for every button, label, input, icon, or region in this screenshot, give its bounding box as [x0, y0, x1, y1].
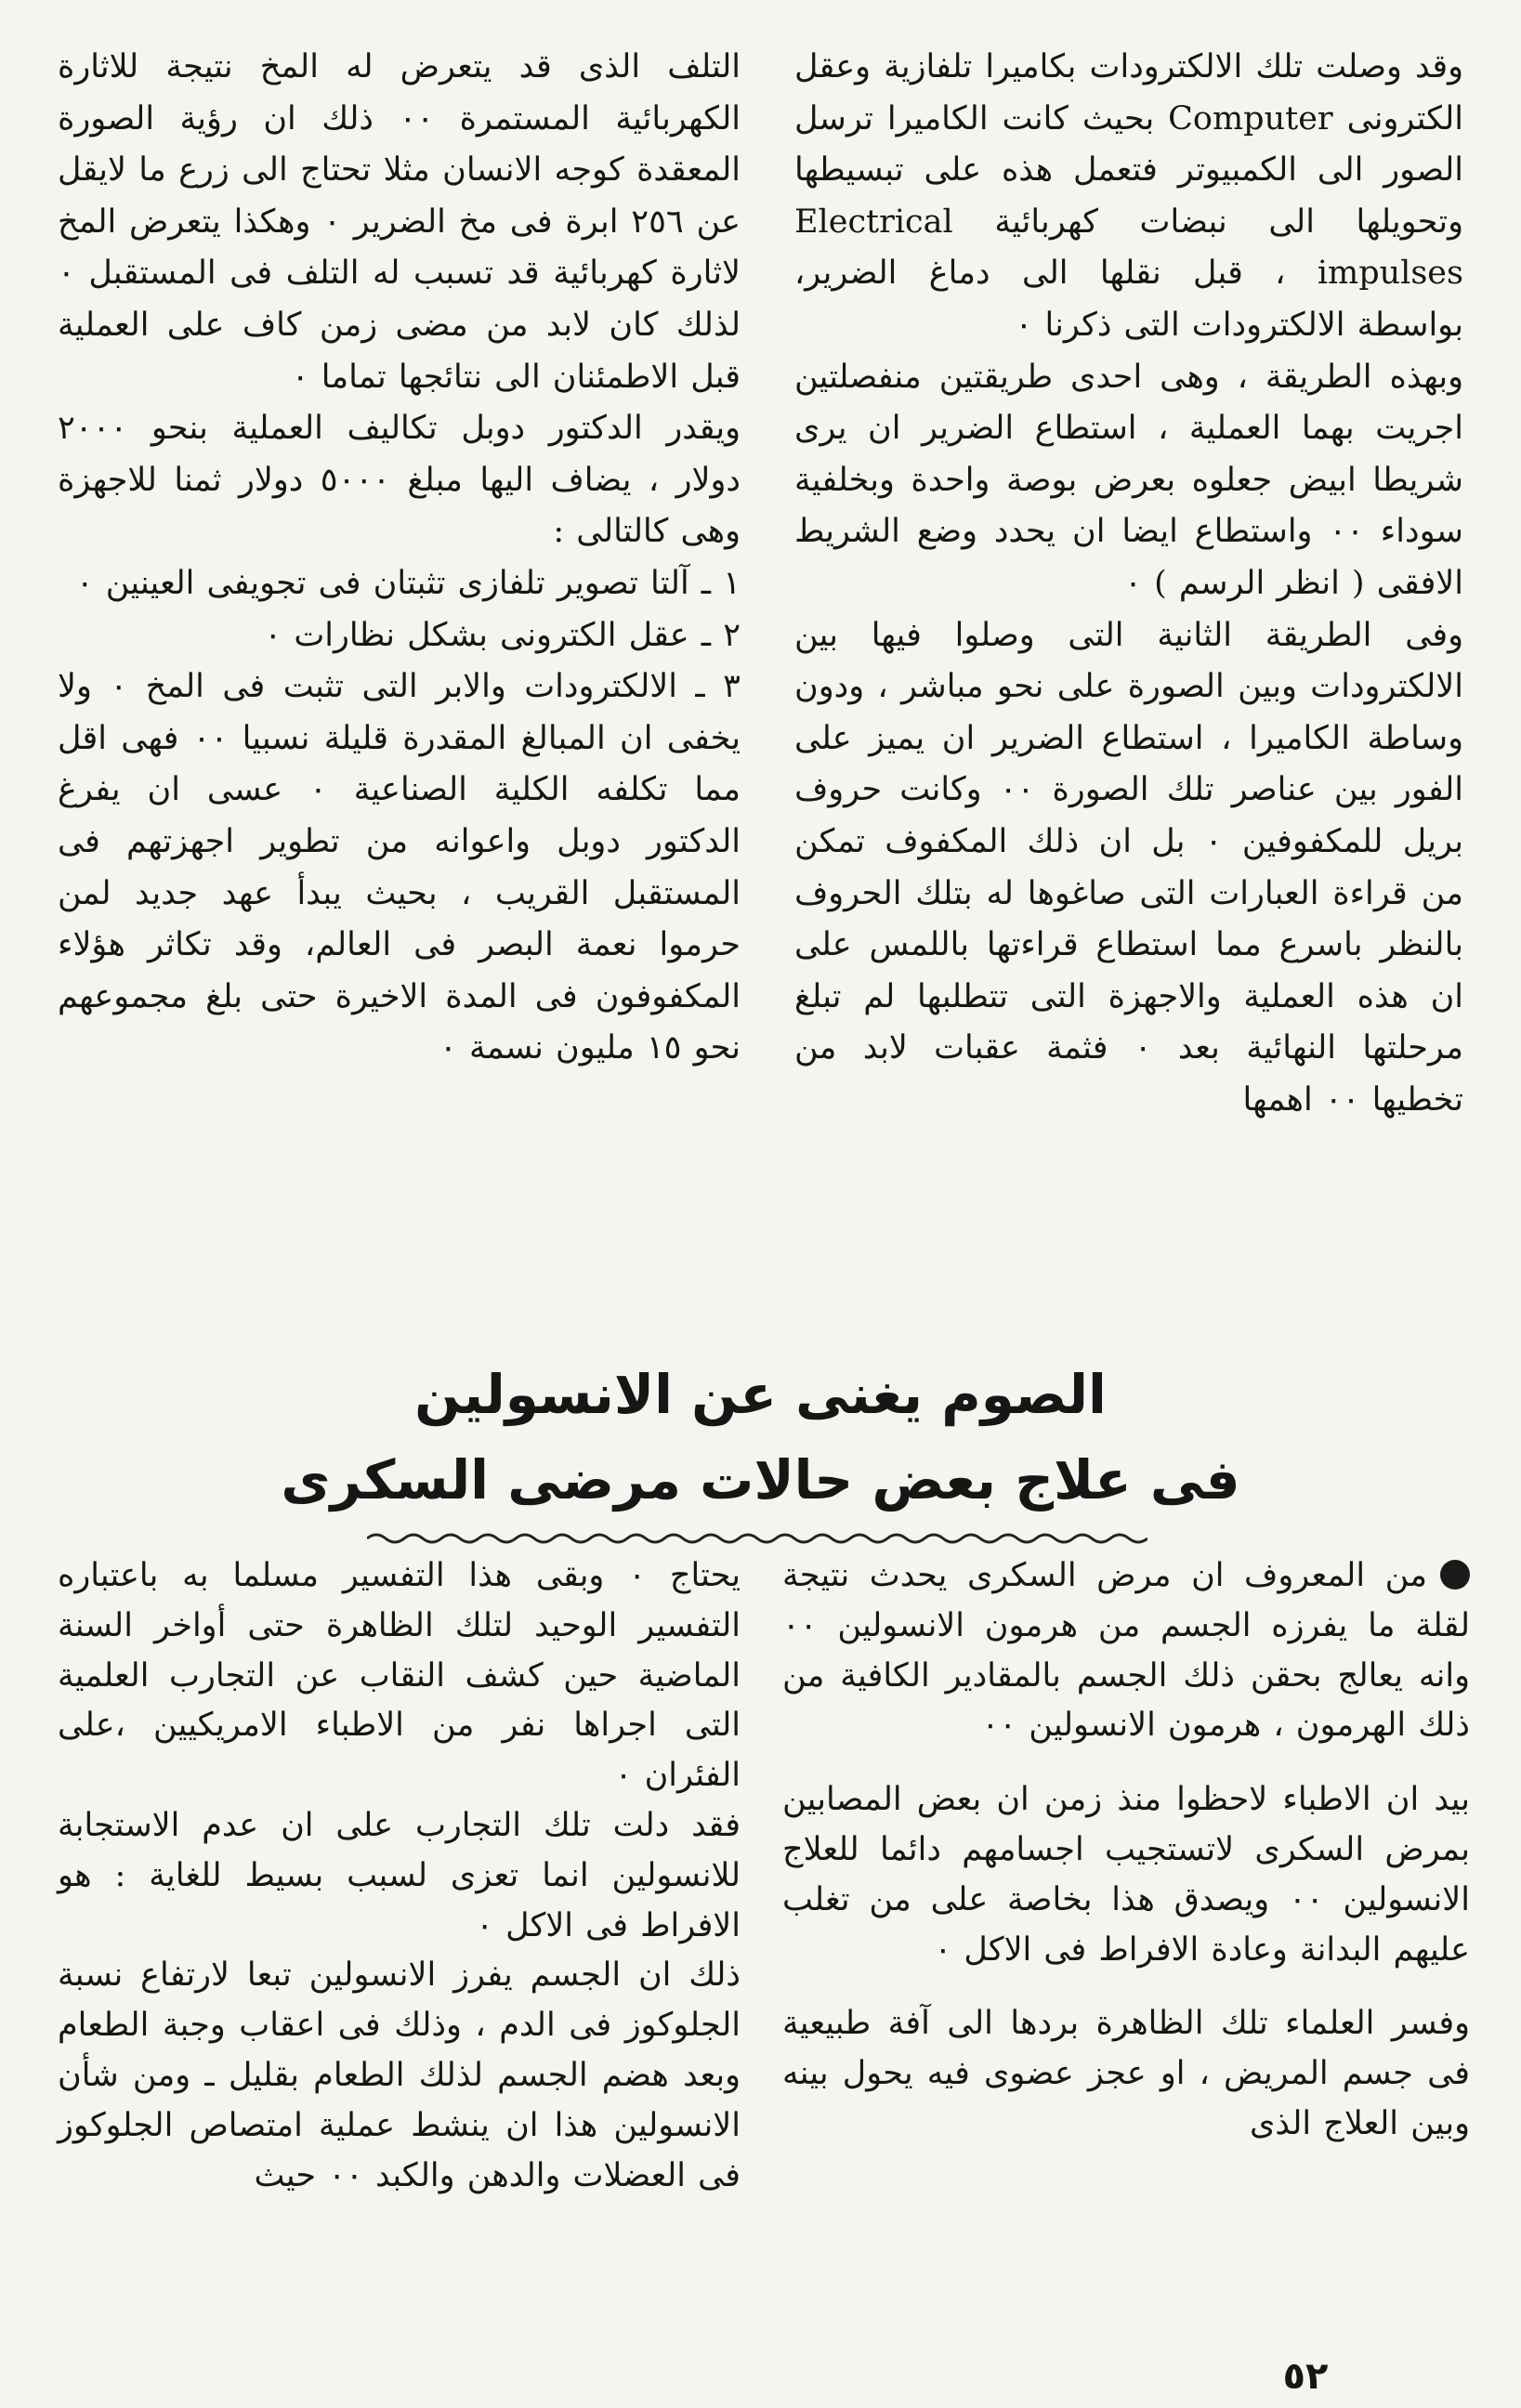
- paragraph: ويقدر الدكتور دوبل تكاليف العملية بنحو ٢٠٠٠ دولار ، يضاف اليها مبلغ ٥٠٠٠ دولار ثمنا للاجهزة وهى كالتالى :: [58, 410, 741, 551]
- list-item: ٢ ـ عقل الكترونى بشكل نظارات ٠: [264, 616, 741, 654]
- headline-line-2: فى علاج بعض حالات مرضى السكرى: [281, 1448, 1240, 1512]
- paragraph: فقد دلت تلك التجارب على ان عدم الاستجابة للانسولين انما تعزى لسبب بسيط للغاية : هو الافراط فى الاكل ٠: [58, 1806, 741, 1944]
- article-right-column: [782, 1551, 1470, 2150]
- article-continued-right-column: [794, 42, 1463, 1126]
- bullet-icon: [1440, 1560, 1470, 1590]
- paragraph: يحتاج ٠ وبقى هذا التفسير مسلما به باعتباره التفسير الوحيد لتلك الظاهرة حتى أواخر السنة الماضية حين كشف النقاب عن التجارب العلمية التى اجراها نفر من الاطباء الامريكيين ،على الفئران ٠: [58, 1557, 741, 1795]
- paragraph: بيد ان الاطباء لاحظوا منذ زمن ان بعض المصابين بمرض السكرى لاتستجيب اجسامهم دائما للعلاج الانسولين ٠٠ ويصدق هذا بخاصة على من تغلب عليهم البدانة وعادة الافراط فى الاكل ٠: [782, 1781, 1470, 1969]
- page-number: ٥٢: [1282, 2355, 1329, 2398]
- paragraph: وفسر العلماء تلك الظاهرة بردها الى آفة طبيعية فى جسم المريض ، او عجز عضوى فيه يحول بينه وبين العلاج الذى: [782, 2005, 1470, 2142]
- article-left-column: [58, 1551, 741, 2201]
- paragraph: التلف الذى قد يتعرض له المخ نتيجة للاثارة الكهربائية المستمرة ٠٠ ذلك ان رؤية الصورة المعقدة كوجه الانسان مثلا تحتاج الى زرع ما لايقل عن ٢٥٦ ابرة فى مخ الضرير ٠ وهكذا يتعرض المخ لاثارة كهربائية قد تسبب له التلف فى المستقبل ٠ لذلك كان لابد من مضى زمن كاف على العملية قبل الاطمئنان الى نتائجها تماما ٠: [58, 48, 741, 396]
- paragraph: وقد وصلت تلك الالكترودات بكاميرا تلفازية وعقل الكترونى Computer بحيث كانت الكاميرا ترسل الصور الى الكمبيوتر فتعمل هذه على تبسيطها وتحويلها الى نبضات كهربائية Electrical impulses ، قبل نقلها الى دماغ الضرير، بواسطة الالكترودات التى ذكرنا ٠: [794, 48, 1464, 344]
- wavy-divider: [367, 1528, 1147, 1549]
- paragraph: [782, 1551, 1470, 1751]
- paragraph-text: من المعروف ان مرض السكرى يحدث نتيجة لقلة ما يفرزه الجسم من هرمون الانسولين ٠٠ وانه يعالج بحقن ذلك الجسم بالمقادير الكافية من ذلك الهرمون ، هرمون الانسولين ٠٠: [782, 1557, 1470, 1745]
- paragraph: وبهذه الطريقة ، وهى احدى طريقتين منفصلتين اجريت بهما العملية ، استطاع الضرير ان يرى شريطا ابيض جعلوه بعرض بوصة واحدة وبخلفية سوداء ٠٠ واستطاع ايضا ان يحدد وضع الشريط الافقى ( انظر الرسم ) ٠: [794, 358, 1463, 602]
- article-headline: [186, 1352, 1335, 1523]
- article-continued-left-column: [58, 42, 741, 1075]
- list-item: ٣ ـ الالكترودات والابر التى تثبت فى المخ ٠ ولا يخفى ان المبالغ المقدرة قليلة نسبيا ٠٠ فهى اقل مما تكلفه الكلية الصناعية ٠ عسى ان يفرغ الدكتور دوبل واعوانه من تطوير اجهزتهم فى المستقبل القريب ، بحيث يبدأ عهد جديد لمن حرموا نعمة البصر فى العالم، وقد تكاثر هؤلاء المكفوفون فى المدة الاخيرة حتى بلغ مجموعهم نحو ١٥ مليون نسمة ٠: [58, 668, 741, 1067]
- paragraph: وفى الطريقة الثانية التى وصلوا فيها بين الالكترودات وبين الصورة على نحو مباشر ، ودون وساطة الكاميرا ، استطاع الضرير ان يميز على الفور بين عناصر تلك الصورة ٠٠ وكانت حروف بريل للمكفوفين ٠ بل ان ذلك المكفوف تمكن من قراءة العبارات التى صاغوها له بتلك الحروف بالنظر باسرع مما استطاع قراءتها باللمس على ان هذه العملية والاجهزة التى تتطلبها لم تبلغ مرحلتها النهائية بعد ٠ فثمة عقبات لابد من تخطيها ٠٠ اهمها: [794, 616, 1464, 1119]
- headline-line-1: الصوم يغنى عن الانسولين: [414, 1363, 1107, 1426]
- list-item: ١ ـ آلتا تصوير تلفازى تثبتان فى تجويفى العينين ٠: [75, 564, 741, 602]
- paragraph: ذلك ان الجسم يفرز الانسولين تبعا لارتفاع نسبة الجلوكوز فى الدم ، وذلك فى اعقاب وجبة الطعام وبعد هضم الجسم لذلك الطعام بقليل ـ ومن شأن الانسولين هذا ان ينشط عملية امتصاص الجلوكوز فى العضلات والدهن والكبد ٠٠ حيث: [58, 1956, 741, 2194]
